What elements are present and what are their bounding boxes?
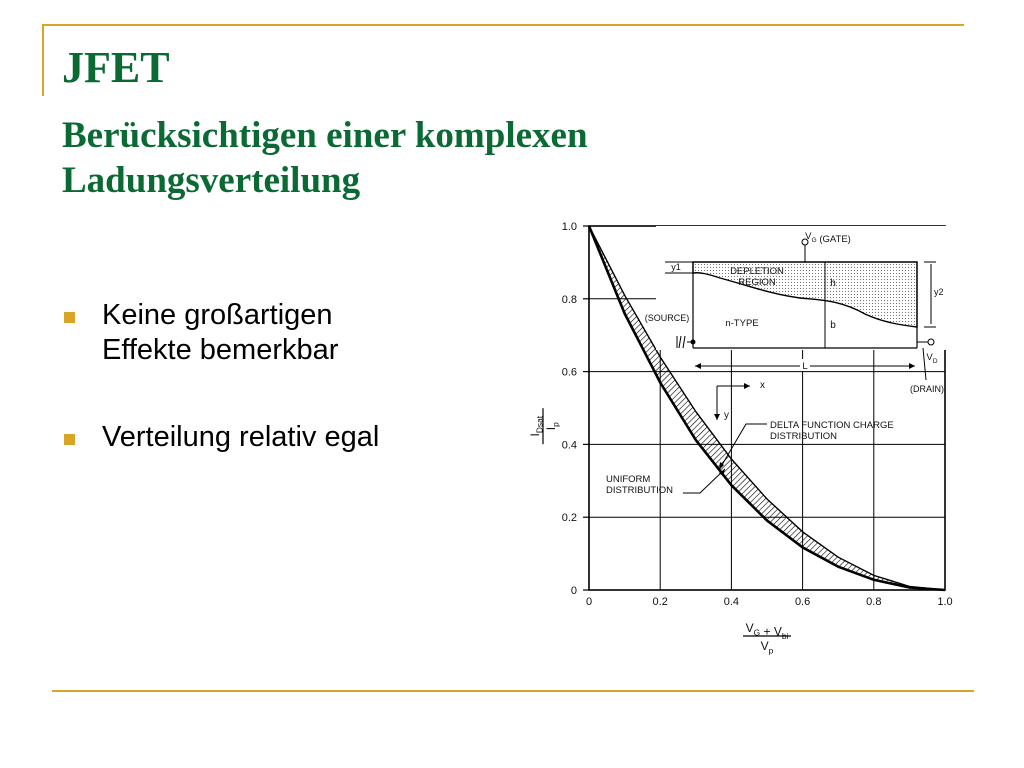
chart — [520, 212, 980, 662]
x-axis-label-numerator: $V_G + V_{bi}$ — [745, 621, 789, 642]
x-tick-label: 1.0 — [937, 596, 953, 608]
top-rule — [44, 24, 964, 26]
inset-drain-label: (DRAIN) — [910, 384, 944, 394]
bullet-text: Verteilung relativ egal — [102, 421, 380, 453]
bullet-text: Keine großartigen Effekte bemerkbar — [102, 299, 339, 366]
inset-b-label: b — [830, 320, 836, 331]
square-bullet-icon — [64, 312, 75, 323]
slide-subtitle: Berücksichtigen einer komplexen Ladungsverteilung — [62, 115, 588, 201]
annotation-delta: DELTA FUNCTION CHARGE DISTRIBUTION — [770, 420, 894, 442]
inset-y2-label: y2 — [934, 287, 944, 297]
source-terminal-icon — [691, 340, 696, 345]
x-tick-label: 0.4 — [723, 596, 740, 608]
x-axis-label-denominator: $V_p$ — [760, 639, 774, 656]
inset-source-label: (SOURCE) — [644, 313, 690, 323]
y-arrowhead — [714, 414, 720, 420]
drain-terminal-icon — [928, 339, 934, 345]
inset-y-label: y — [724, 410, 729, 421]
x-tick-label: 0.6 — [794, 596, 811, 608]
inset-depletion-label: DEPLETION REGION — [730, 266, 784, 288]
y-tick-label: 0.8 — [561, 293, 577, 306]
y-tick-label: 0.6 — [561, 366, 577, 379]
x-tick-label: 0 — [585, 596, 593, 608]
x-tick-label: 0.8 — [866, 596, 882, 608]
inset-y1-label: y1 — [671, 262, 681, 272]
inset-vd-label: $V_D$ — [926, 352, 938, 365]
inset-x-label: x — [760, 380, 765, 391]
inset-l-label: L — [802, 361, 808, 372]
inset-h-label: h — [830, 278, 836, 289]
inset-ntype-label: n-TYPE — [725, 318, 759, 329]
bullet-list — [64, 298, 474, 455]
y-axis-label-numerator: $I_{Dsat}$ — [528, 415, 545, 437]
y-axis-label-denominator: $I_p$ — [544, 422, 561, 431]
annotation-uniform: UNIFORM DISTRIBUTION — [606, 474, 674, 496]
y-tick-label: 0 — [570, 585, 577, 597]
square-bullet-icon — [64, 434, 75, 445]
y-tick-label: 1.0 — [561, 221, 577, 233]
y-tick-label: 0.2 — [561, 512, 577, 525]
slide-title: JFET — [62, 43, 170, 92]
bottom-rule — [52, 690, 974, 692]
device-inset — [645, 226, 946, 421]
inset-gate-label: $V_G$ (GATE) — [805, 231, 851, 245]
leader-uniform — [683, 469, 725, 493]
x-arrowhead — [744, 383, 750, 389]
bullet-item — [64, 420, 474, 455]
y-axis-label — [528, 408, 561, 444]
y-tick-label: 0.4 — [561, 439, 577, 452]
bullet-item — [64, 298, 474, 368]
left-rule — [42, 24, 44, 96]
x-tick-label: 0.2 — [652, 596, 668, 608]
